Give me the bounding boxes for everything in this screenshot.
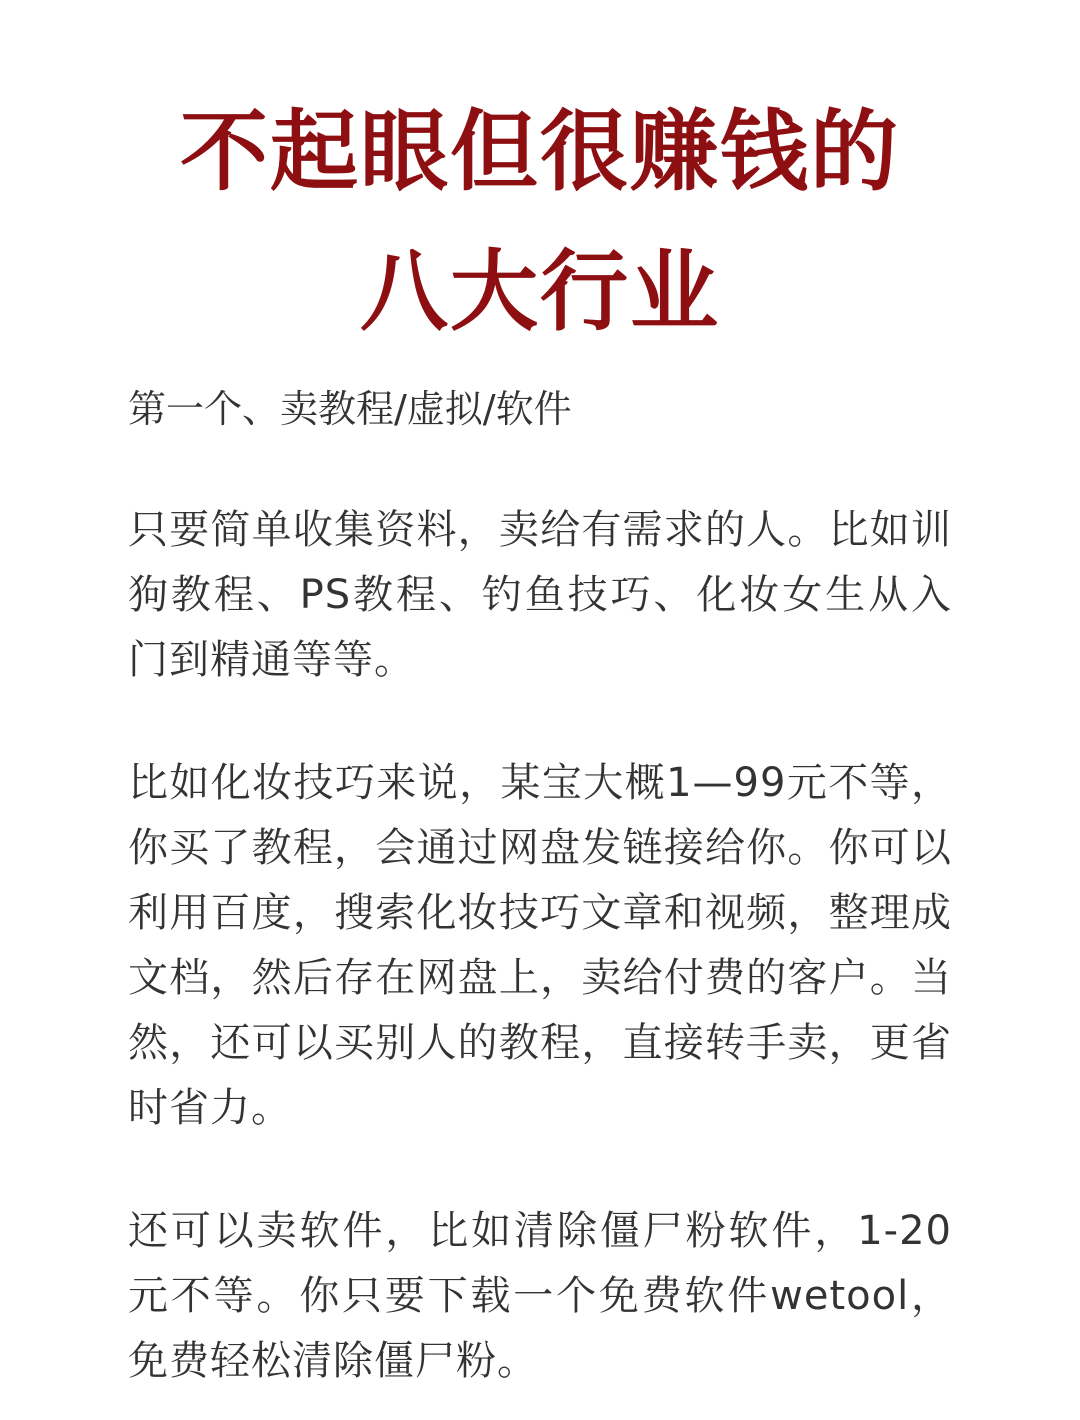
- paragraph-intro: 只要简单收集资料，卖给有需求的人。比如训狗教程、PS教程、钓鱼技巧、化妆女生从入门到精通等等。: [128, 507, 952, 683]
- article-body: [128, 380, 952, 1394]
- title-line-2: 八大行业: [359, 240, 720, 343]
- article-title: [0, 82, 1080, 362]
- paragraph-software: 还可以卖软件，比如清除僵尸粉软件，1-20元不等。你只要下载一个免费软件wetool，免费轻松清除僵尸粉。: [128, 1208, 952, 1384]
- section-heading: 第一个、卖教程/虚拟/软件: [128, 387, 572, 431]
- title-line-1: 不起眼但很赚钱的: [179, 100, 900, 203]
- paragraph-example: 比如化妆技巧来说，某宝大概1—99元不等，你买了教程，会通过网盘发链接给你。你可以利用百度，搜索化妆技巧文章和视频，整理成文档，然后存在网盘上，卖给付费的客户。当然，还可以买别人的教程，直接转手卖，更省时省力。: [128, 760, 952, 1131]
